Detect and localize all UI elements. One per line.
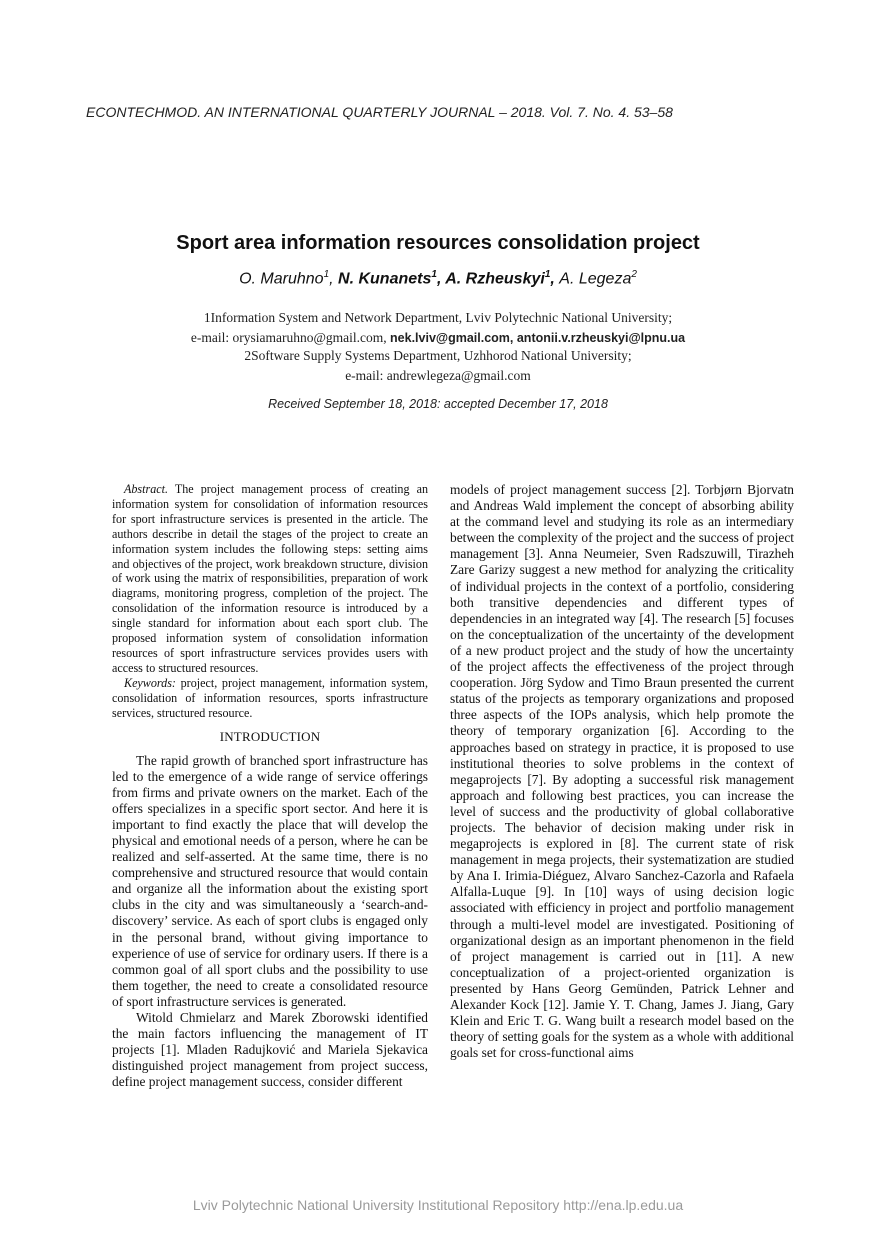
- keywords-label: Keywords:: [124, 675, 176, 690]
- repository-footer: Lviv Polytechnic National University Institutional Repository http://ena.lp.edu.ua: [192, 1197, 684, 1213]
- abstract-text: The project management process of creating an information system for consolidation of information resources for sport infrastructure services is presented in the article. The authors describe in detail the stages of the project to create an information system includes the following steps: setting aims and objectives of the project, work breakdown structure, division of work using the matrix of responsibilities, preparation of work diagrams, monitoring progress, completion of the project. The consolidation of the information resource is introduced by a single standard for information about each sport club. The proposed information system of consolidation information resources of sport infrastructure services provides users with access to structured resources.: [112, 482, 428, 675]
- section-heading-introduction: INTRODUCTION: [219, 728, 321, 744]
- author-name: A. Legeza: [559, 270, 632, 288]
- author-name: N. Kunanets: [338, 270, 432, 288]
- author-superscript: 1: [544, 269, 551, 280]
- author-superscript: 1: [323, 269, 330, 280]
- left-column: [112, 482, 428, 1090]
- affiliation-1: 1Information System and Network Department, Lviv Polytechnic National University;: [203, 310, 673, 325]
- right-column: [450, 482, 794, 1061]
- email-prefix: e-mail: orysiamaruhno@gmail.com,: [190, 330, 391, 345]
- intro-paragraph-3: models of project management success [2]. Torbjørn Bjorvatn and Andreas Wald implement the concept of absorbing ability at the command level and studying its role as an intermediary between the complexity of the project and the success of project management [3]. Anna Neumeier, Sven Radszuwill, Tirazheh Zare Garizy suggest a new method for analyzing the criticality of individual projects in the context of a portfolio, considering both transitive dependencies and different types of dependencies in an integrated way [4]. The research [5] focuses on the conceptualization of the uncertainty of the development of a new product project and the study of how the uncertainty of the project affects the effectiveness of the project through cooperation. Jörg Sydow and Timo Braun presented the current status of the projects as temporary organizations and proposed three aspects of the IOPs analysis, which help promote the theory of temporary organization [6]. According to the approaches based on strategy in practice, it is proposed to use institutional theories to solve problems in the context of megaprojects [7]. By adopting a successful risk management approach and following best practices, you can increase the level of success and the productivity of global collaborative projects. The behavior of decision making under risk in megaprojects is explored in [8]. The current state of risk management in mega projects, their systematization are studied by Ana I. Irimia-Diéguez, Alvaro Sanchez-Cazorla and Rafaela Alfalla-Luque [9]. In [10] ways of using decision logic associated with efficiency in project and portfolio management through a multi-level model are investigated. Positioning of organizational design as an important phenomenon in the field of project management is carried out in [11]. A new conceptualization of a project-oriented organization is presented by Hans Georg Gemünden, Patrick Lehner and Alexander Kock [12]. Jamie Y. T. Chang, James J. Jiang, Gary Klein and Eric T. G. Wang built a research model based on the theory of setting goals for the system as a whole with additional goals set for cross-functional aims: [450, 482, 794, 1061]
- paper-title: Sport area information resources consolidation project: [176, 232, 700, 254]
- author-name: A. Rzheuskyi: [445, 270, 545, 288]
- abstract-label: Abstract.: [124, 482, 169, 496]
- affiliation-2: 2Software Supply Systems Department, Uzhhorod National University;: [244, 348, 632, 363]
- email-bold: nek.lviv@gmail.com, antonii.v.rzheuskyi@lpnu.ua: [390, 331, 686, 345]
- keywords: [112, 676, 428, 721]
- author-list: O. Maruhno$^1$, N. Kunanets$^1$, A. Rzheuskyi$^1$, A. Legeza$^2$: [239, 269, 637, 288]
- abstract: [112, 482, 428, 676]
- author-name: O. Maruhno: [239, 270, 324, 288]
- email-line-1: [0, 330, 876, 346]
- intro-paragraph-1: The rapid growth of branched sport infrastructure has led to the emergence of a wide range of service offerings from firms and private owners on the market. Each of the offers specializes in a specific sport sector. And here it is important to find exactly the place that will develop the physical and emotional needs of a person, where he can be realized and self-asserted. At the same time, there is no comprehensive and structured resource that would contain and organize all the information about the existing sport clubs in the city and was simultaneously a ‘search-and-discovery’ service. As each of sport clubs is engaged only in the personal brand, without giving importance to experience of use of service for ordinary users. If there is a common goal of all sport clubs and the possibility to use them together, the need to create a consolidated resource of sport infrastructure services is generated.: [112, 752, 428, 1009]
- email-line-2: e-mail: andrewlegeza@gmail.com: [345, 368, 531, 383]
- keywords-text: project, project management, information system, consolidation of information resources, sports infrastructure services, structured resource.: [112, 675, 428, 720]
- intro-paragraph-2: Witold Chmielarz and Marek Zborowski identified the main factors influencing the management of IT projects [1]. Mladen Radujković and Mariela Sjekavica distinguished project management from project success, define project management success, consider different: [112, 1010, 428, 1090]
- journal-header: ECONTECHMOD. AN INTERNATIONAL QUARTERLY JOURNAL – 2018. Vol. 7. No. 4. 53–58: [86, 104, 673, 120]
- author-superscript: 1: [431, 269, 437, 280]
- author-superscript: 2: [631, 269, 637, 280]
- received-date: Received September 18, 2018: accepted December 17, 2018: [268, 397, 608, 411]
